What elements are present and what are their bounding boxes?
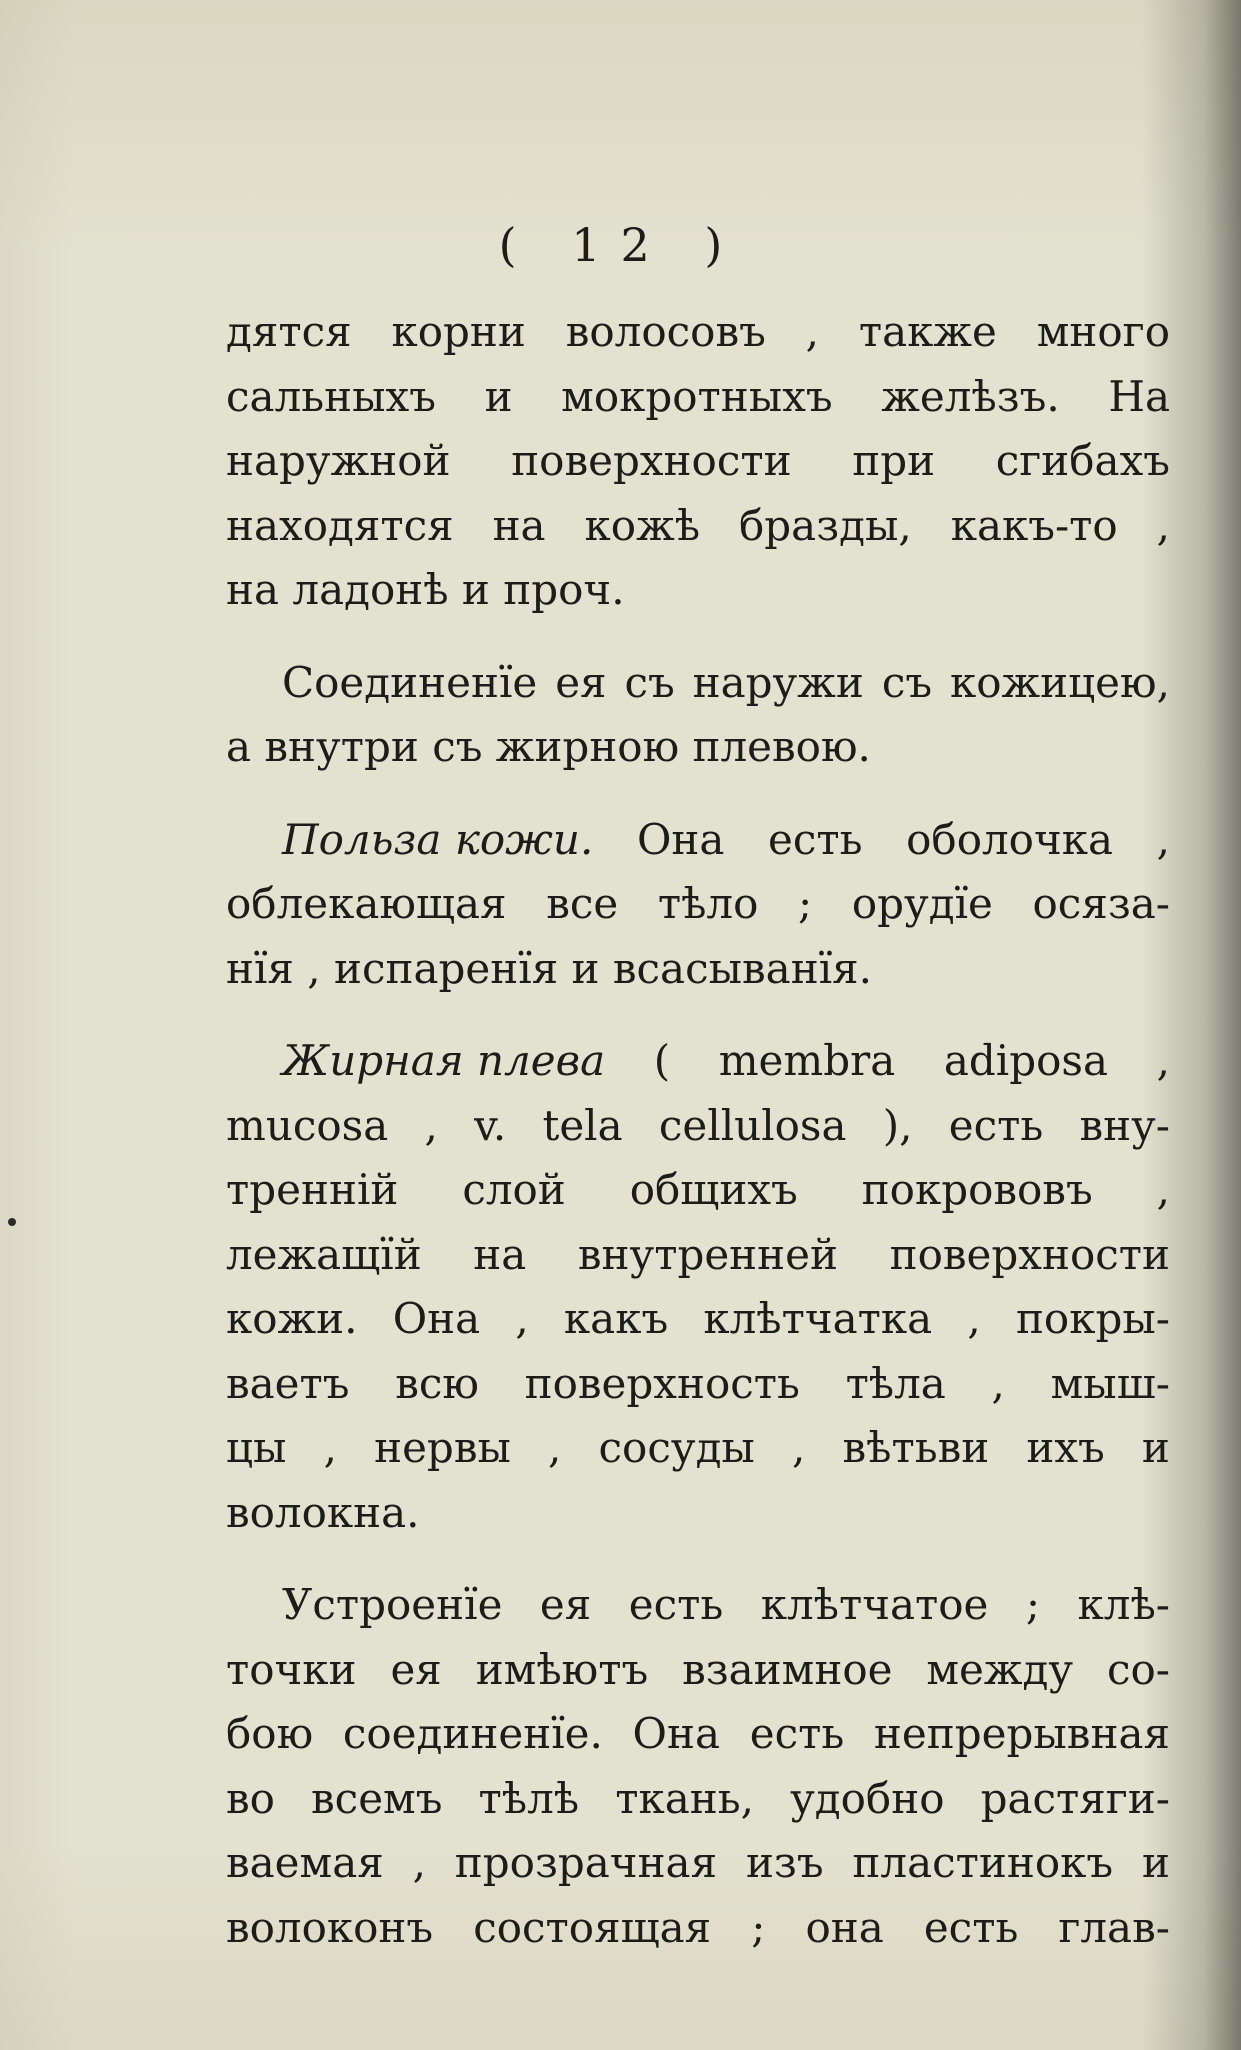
page-number: ( 12 ): [498, 218, 743, 272]
text-line: ваетъ всю поверхность тѣла , мыш-: [226, 1358, 1170, 1408]
ink-speck: [8, 1218, 16, 1226]
text-line: а внутри съ жирною плевою.: [226, 722, 871, 771]
text-line: находятся на кожѣ бразды, какъ-то ,: [226, 500, 1170, 550]
text-line: mucosa , v. tela cellulosa ), есть вну-: [226, 1100, 1170, 1150]
text-line: ваемая , прозрачная изъ пластинокъ и: [226, 1838, 1170, 1887]
italic-term: Польза кожи.: [282, 814, 594, 864]
text-line: лежащїй на внутренней поверхности: [226, 1229, 1170, 1279]
text-line: Соединенїе ея съ наружи съ кожицею,: [282, 657, 1170, 707]
paragraph-line: Польза кожи. Она есть оболочка ,: [226, 808, 1170, 873]
italic-term: Жирная плева: [282, 1036, 606, 1085]
text-line: волоконъ состоящая ; она есть глав-: [226, 1902, 1170, 1952]
text-line: сальныхъ и мокротныхъ желѣзъ. На: [226, 371, 1170, 421]
body-text: [226, 300, 1170, 1960]
text-line: дятся корни волосовъ , также много: [226, 307, 1170, 356]
text-line: нїя , испаренїя и всасыванїя.: [226, 943, 872, 993]
text-line: на ладонѣ и проч.: [226, 565, 625, 614]
text-line: волокна.: [226, 1487, 420, 1537]
text-line: во всемъ тѣлѣ ткань, удобно растяги-: [226, 1773, 1170, 1823]
text-line: точки ея имѣютъ взаимное между со-: [226, 1644, 1170, 1694]
text-line: цы , нервы , сосуды , вѣтьви ихъ и: [226, 1423, 1170, 1472]
paragraph-line: Жирная плева ( membra adiposa ,: [226, 1029, 1170, 1094]
text-line: Устроенїе ея есть клѣтчатое ; клѣ-: [282, 1580, 1170, 1629]
text-line: наружной поверхности при сгибахъ: [226, 436, 1170, 485]
text-line: кожи. Она , какъ клѣтчатка , покры-: [226, 1294, 1170, 1343]
text-line: облекающая все тѣло ; орудїе осяза-: [226, 879, 1170, 928]
text-line: бою соединенїе. Она есть непрерывная: [226, 1709, 1170, 1758]
text-line: тренній слой общихъ покрововъ ,: [226, 1165, 1170, 1214]
